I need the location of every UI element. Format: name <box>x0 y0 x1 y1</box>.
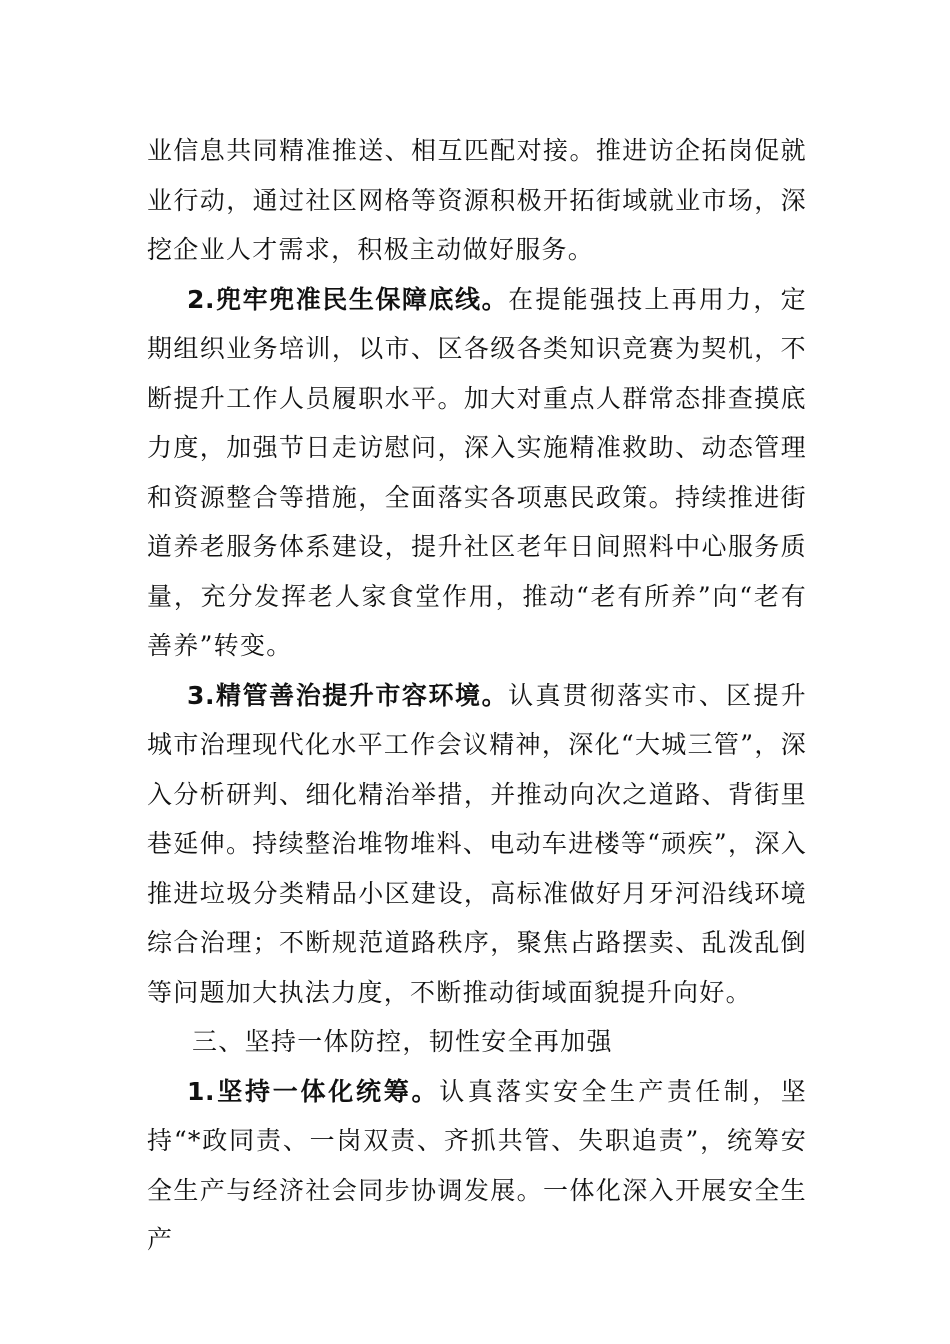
paragraph-lead-heading: 1.坚持一体化统筹。 <box>187 1076 440 1106</box>
paragraph-lead-heading: 3.精管善治提升市容环境。 <box>187 680 509 710</box>
section-heading-text: 三、坚持一体防控，韧性安全再加强 <box>192 1027 613 1056</box>
paragraph-continuation <box>147 126 807 275</box>
paragraph-text: 业信息共同精准推送、相互匹配对接。推进访企拓岗促就业行动，通过社区网格等资源积极开拓街域就业市场，深挖企业人才需求，积极主动做好服务。 <box>147 136 807 264</box>
section-heading <box>147 1017 807 1067</box>
document-body <box>147 126 807 1265</box>
paragraph-integrated-coordination <box>147 1067 807 1265</box>
paragraph-livelihood-security <box>147 275 807 671</box>
paragraph-text: 认真贯彻落实市、区提升城市治理现代化水平工作会议精神，深化“大城三管”，深入分析研判、细化精治举措，并推动向次之道路、背街里巷延伸。持续整治堆物堆料、电动车进楼等“顽疾”，深入推进垃圾分类精品小区建设，高标准做好月牙河沿线环境综合治理；不断规范道路秩序，聚焦占路摆卖、乱泼乱倒等问题加大执法力度，不断推动街域面貌提升向好。 <box>147 680 807 1007</box>
paragraph-city-environment <box>147 671 807 1018</box>
paragraph-text: 认真落实安全生产责任制，坚持“*政同责、一岗双责、齐抓共管、失职追责”，统筹安全生产与经济社会同步协调发展。一体化深入开展安全生产 <box>147 1076 807 1254</box>
paragraph-text: 在提能强技上再用力，定期组织业务培训，以市、区各级各类知识竞赛为契机，不断提升工作人员履职水平。加大对重点人群常态排查摸底力度，加强节日走访慰问，深入实施精准救助、动态管理和资源整合等措施，全面落实各项惠民政策。持续推进街道养老服务体系建设，提升社区老年日间照料中心服务质量，充分发挥老人家食堂作用，推动“老有所养”向“老有善养”转变。 <box>147 284 807 660</box>
paragraph-lead-heading: 2.兜牢兜准民生保障底线。 <box>187 284 509 314</box>
